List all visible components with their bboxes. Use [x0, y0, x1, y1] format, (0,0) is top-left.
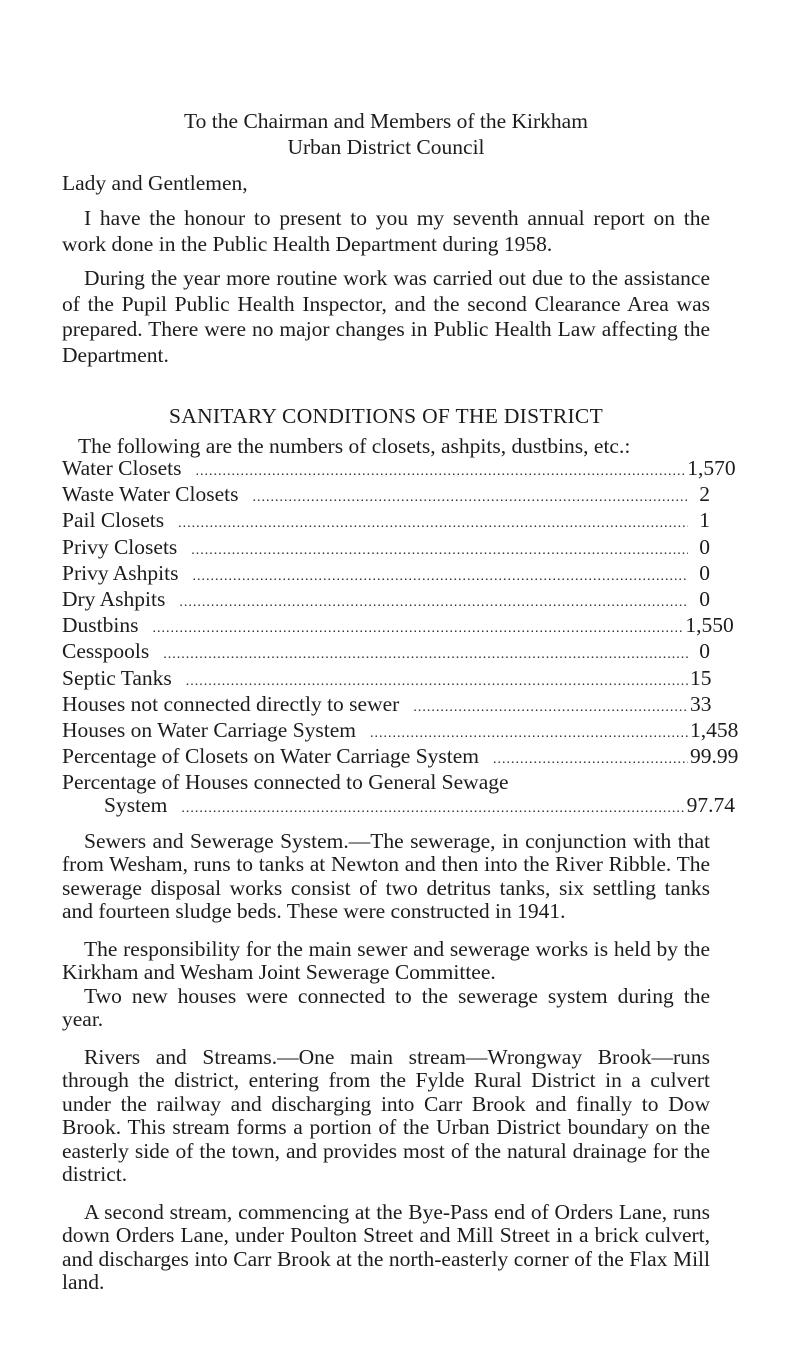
- stat-row: [62, 718, 739, 745]
- leader-dots: [178, 513, 688, 535]
- stat-label: Pail Closets: [62, 508, 165, 533]
- section-heading: SANITARY CONDITIONS OF THE DISTRICT: [168, 404, 603, 428]
- leader-dots: [191, 540, 688, 562]
- stat-value: 1,458: [690, 718, 739, 743]
- stat-value: 0: [699, 639, 710, 664]
- body-paragraphs: [62, 830, 710, 1295]
- stat-label: Water Closets: [62, 456, 182, 480]
- stat-value: 1: [699, 508, 710, 533]
- address-block: [62, 108, 710, 160]
- stat-value: 0: [699, 560, 710, 585]
- stats-list: [62, 456, 739, 820]
- stat-value: 0: [699, 587, 710, 612]
- leader-dots: [370, 723, 688, 745]
- stat-value: 99.99: [690, 744, 739, 769]
- new-houses-paragraph: Two new houses were connected to the sewerage system during the year.: [62, 983, 710, 1032]
- stat-row: [62, 667, 710, 693]
- stat-label: Privy Ashpits: [62, 560, 179, 585]
- intro-paragraph-1: I have the honour to present to you my seventh annual report on the work done in the Public Health Department during 1958.: [62, 206, 710, 256]
- address-line-2: Urban District Council: [287, 135, 485, 159]
- stat-label: Dry Ashpits: [62, 587, 166, 612]
- stat-row: [62, 613, 734, 640]
- leader-dots: [195, 461, 685, 483]
- stat-value: 2: [699, 482, 710, 507]
- leader-dots: [252, 487, 688, 509]
- stat-row: [62, 640, 710, 666]
- stat-value: 15: [690, 665, 712, 690]
- stat-row: [62, 693, 710, 719]
- stat-label: Privy Closets: [62, 534, 178, 559]
- stat-label: Dustbins: [62, 613, 139, 638]
- leader-dots: [493, 749, 688, 771]
- stat-value: 0: [699, 534, 710, 559]
- stat-row: [62, 509, 710, 535]
- stat-label: Houses on Water Carriage System: [62, 718, 357, 743]
- leader-dots: [163, 644, 688, 666]
- stat-value: 97.74: [686, 792, 736, 817]
- stat-label: Houses not connected directly to sewer: [62, 691, 400, 716]
- stat-row: [62, 744, 739, 771]
- stat-value: 33: [690, 691, 712, 716]
- stat-label: Septic Tanks: [62, 665, 172, 690]
- address-line-1: To the Chairman and Members of the Kirkham: [184, 109, 588, 133]
- stat-row: [62, 483, 710, 509]
- responsibility-paragraph: The responsibility for the main sewer and sewerage works is held by the Kirkham and Wesham Joint Sewerage Committee.: [62, 936, 710, 985]
- stat-label: Waste Water Closets: [62, 482, 239, 507]
- stat-label: Cesspools: [62, 639, 150, 664]
- leader-dots: [186, 671, 688, 693]
- stat-row: [62, 792, 736, 820]
- second-stream-paragraph: A second stream, commencing at the Bye-Pass end of Orders Lane, runs down Orders Lane, under Poulton Street and Mill Street in a brick culvert, and discharges into Carr Brook at the north-easterly corner of the Flax Mill land.: [62, 1199, 710, 1295]
- leader-dots: [179, 592, 688, 614]
- leader-dots: [152, 618, 683, 640]
- leader-dots: [413, 697, 688, 719]
- rivers-paragraph: Rivers and Streams.—One main stream—Wrongway Brook—runs through the district, entering from the Fylde Rural District in a culvert under the railway and discharging into Carr Brook and finally to Dow Brook. This stream forms a portion of the Urban District boundary on the easterly side of the town, and provides most of the natural drainage for the district.: [62, 1044, 710, 1187]
- stat-row: [62, 562, 710, 588]
- intro-paragraph-2: During the year more routine work was carried out due to the assistance of the Pupil Public Health Inspector, and the second Clearance Area was prepared. There were no major changes in Public Health Law affecting the Department.: [62, 266, 710, 367]
- stat-row: [62, 536, 710, 562]
- stat-value: 1,570: [687, 456, 736, 480]
- stat-label: Percentage of Closets on Water Carriage System: [62, 744, 480, 769]
- stat-row: [62, 456, 736, 483]
- stat-label-line-1: Percentage of Houses connected to General Sewage: [62, 770, 509, 795]
- stats-intro: The following are the numbers of closets, ashpits, dustbins, etc.:: [78, 434, 631, 458]
- salutation: Lady and Gentlemen,: [62, 171, 248, 195]
- stat-row-wrapped: [62, 770, 736, 819]
- stat-value: 1,550: [685, 613, 734, 638]
- leader-dots: [193, 566, 689, 588]
- stat-row: [62, 588, 710, 614]
- leader-dots: [181, 798, 684, 820]
- stat-label-line-2: System: [104, 792, 168, 817]
- sewers-paragraph: Sewers and Sewerage System.—The sewerage, in conjunction with that from Wesham, runs to tanks at Newton and then into the River Ribble. The sewerage disposal works consist of two detritus tanks, six settling tanks and fourteen sludge beds. These were constructed in 1941.: [62, 828, 710, 924]
- document-page: [62, 108, 739, 1309]
